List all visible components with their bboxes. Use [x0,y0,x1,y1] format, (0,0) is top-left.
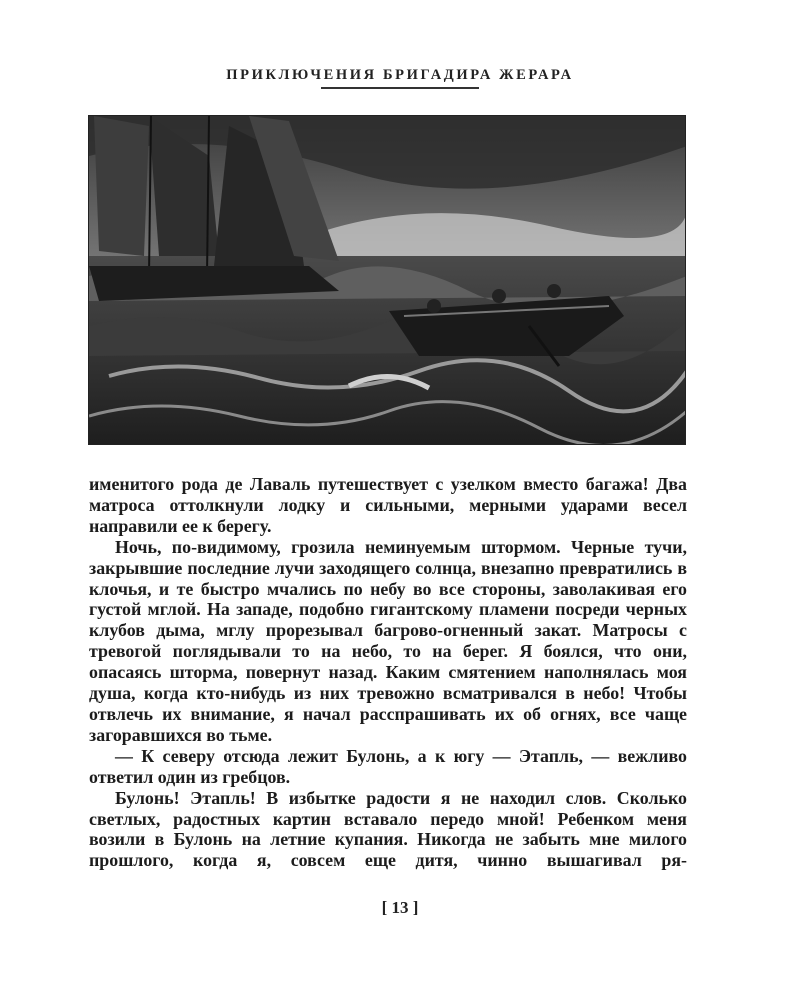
paragraph-3-dialogue: — К северу отсюда лежит Булонь, а к югу — Этапль, — вежливо ответил один из гребцов. [89,745,687,787]
paragraph-1: именитого рода де Лаваль путешествует с узелком вместо багажа! Два матроса оттолкнули лодку и сильными, мерными ударами весел направили ее к берегу. [89,474,687,536]
illustration-drawing [89,116,686,445]
running-header [0,67,800,89]
paragraph-2: Ночь, по-видимому, грозила неминуемым штормом. Черные тучи, закрывшие последние лучи заходящего солнца, внезапно превратились в клочья, и те быстро мчались по небу во все стороны, заволакивая его густой мглой. На западе, подобно гигантскому пламени посреди черных клубов дыма, мглу прорезывал багрово-огненный закат. Матросы с тревогой поглядывали то на небо, то на берег. Я боялся, что они, опасаясь шторма, повернут назад. Каким смятением наполнялась моя душа, когда кто-нибудь из них тревожно всматривался в небо! Чтобы отвлечь их внимание, я начал расспрашивать их об огнях, все чаще загоравшихся во тьме. [89,536,687,745]
page-number: [ 13 ] [381,898,419,917]
paragraph-4: Булонь! Этапль! В избытке радости я не находил слов. Сколько светлых, радостных картин вставало передо мной! Ребенком меня возили в Булонь на летние купания. Никогда не забыть мне милого прошлого, когда я, совсем еще дитя, чинно вышагивал ря- [89,787,687,871]
sailing-ship-and-rowboat-illustration [88,115,686,445]
body-text [89,474,687,871]
header-rule [321,87,479,89]
running-header-title: ПРИКЛЮЧЕНИЯ БРИГАДИРА ЖЕРАРА [226,67,574,83]
